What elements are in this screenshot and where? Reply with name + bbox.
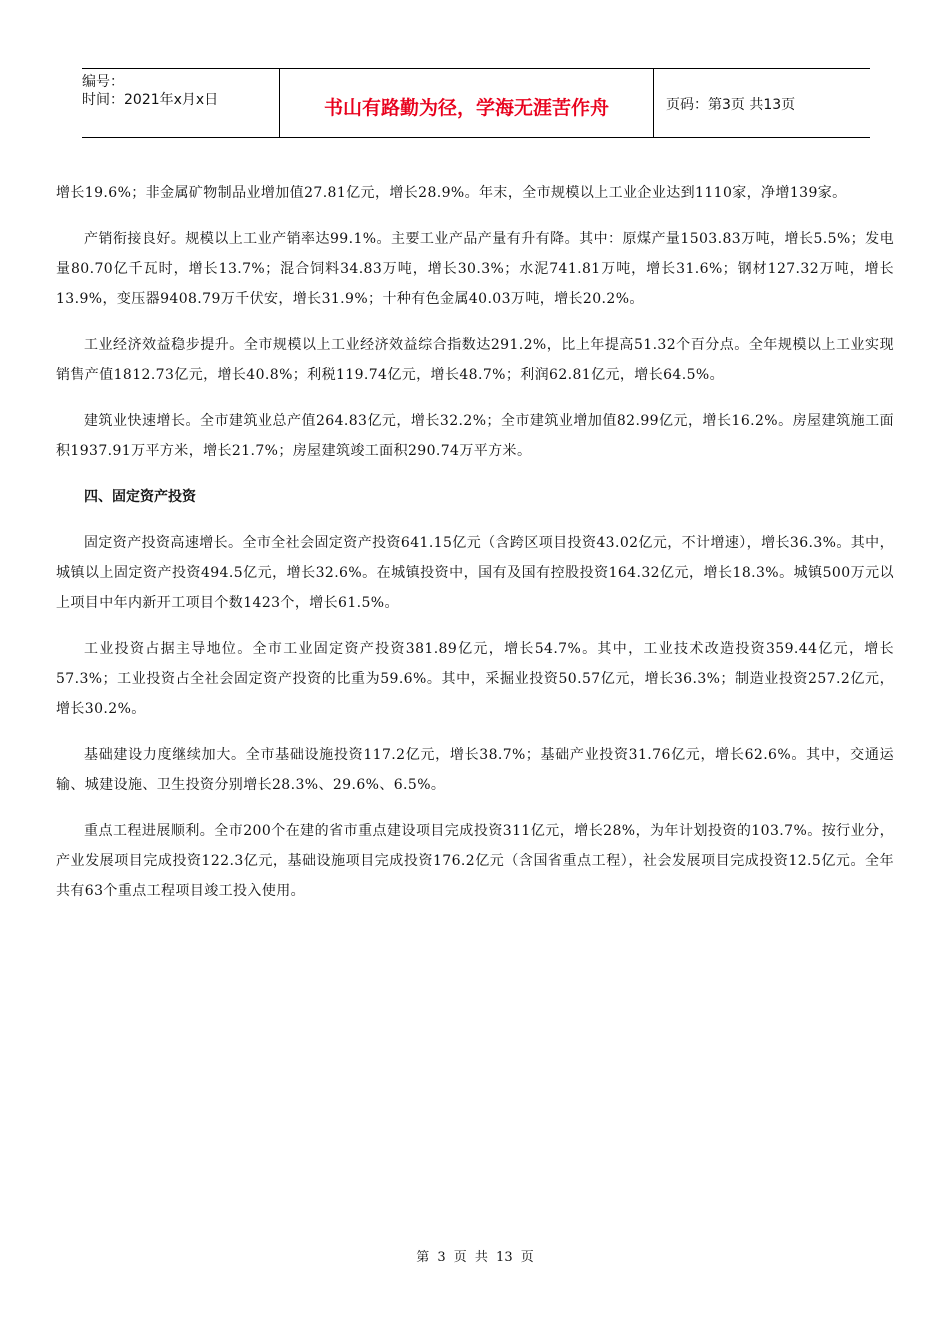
- body-paragraph: 增长19.6%；非金属矿物制品业增加值27.81亿元，增长28.9%。年末，全市规模以上工业企业达到1110家，净增139家。: [56, 185, 847, 201]
- document-body: [56, 178, 894, 922]
- body-paragraph: 固定资产投资高速增长。全市全社会固定资产投资641.15亿元（含跨区项目投资43.02亿元，不计增速），增长36.3%。其中，城镇以上固定资产投资494.5亿元，增长32.6%。在城镇投资中，国有及国有控股投资164.32亿元，增长18.3%。城镇500万元以上项目中年内新开工项目个数1423个，增长61.5%。: [56, 535, 894, 611]
- header-page-number: 页码：第3页 共13页: [666, 97, 796, 113]
- body-paragraph: 产销衔接良好。规模以上工业产销率达99.1%。主要工业产品产量有升有降。其中：原煤产量1503.83万吨，增长5.5%；发电量80.70亿千瓦时，增长13.7%；混合饲料34.83万吨，增长30.3%；水泥741.81万吨，增长31.6%；钢材127.32万吨，增长13.9%，变压器9408.79万千伏安，增长31.9%；十种有色金属40.03万吨，增长20.2%。: [56, 231, 894, 307]
- header-meta: [82, 69, 280, 137]
- body-paragraph: 重点工程进展顺利。全市200个在建的省市重点建设项目完成投资311亿元，增长28%，为年计划投资的103.7%。按行业分，产业发展项目完成投资122.3亿元，基础设施项目完成投资176.2亿元（含国省重点工程），社会发展项目完成投资12.5亿元。全年共有63个重点工程项目竣工投入使用。: [56, 823, 894, 899]
- document-number-label: 编号：: [82, 74, 124, 90]
- header-motto: 书山有路勤为径，学海无涯苦作舟: [280, 69, 654, 137]
- body-paragraph: 工业投资占据主导地位。全市工业固定资产投资381.89亿元，增长54.7%。其中，工业技术改造投资359.44亿元，增长57.3%；工业投资占全社会固定资产投资的比重为59.6%。其中，采掘业投资50.57亿元，增长36.3%；制造业投资257.2亿元，增长30.2%。: [56, 641, 894, 717]
- document-date: 时间：2021年x月x日: [82, 92, 219, 108]
- section-heading: 四、固定资产投资: [84, 489, 196, 505]
- page-header: [82, 68, 870, 138]
- body-paragraph: 工业经济效益稳步提升。全市规模以上工业经济效益综合指数达291.2%，比上年提高51.32个百分点。全年规模以上工业实现销售产值1812.73亿元，增长40.8%；利税119.74亿元，增长48.7%；利润62.81亿元，增长64.5%。: [56, 337, 894, 383]
- body-paragraph: 基础建设力度继续加大。全市基础设施投资117.2亿元，增长38.7%；基础产业投资31.76亿元，增长62.6%。其中，交通运输、城建设施、卫生投资分别增长28.3%、29.6%、6.5%。: [56, 747, 894, 793]
- page-footer: 第 3 页 共 13 页: [416, 1250, 534, 1265]
- body-paragraph: 建筑业快速增长。全市建筑业总产值264.83亿元，增长32.2%；全市建筑业增加值82.99亿元，增长16.2%。房屋建筑施工面积1937.91万平方米，增长21.7%；房屋建筑竣工面积290.74万平方米。: [56, 413, 894, 459]
